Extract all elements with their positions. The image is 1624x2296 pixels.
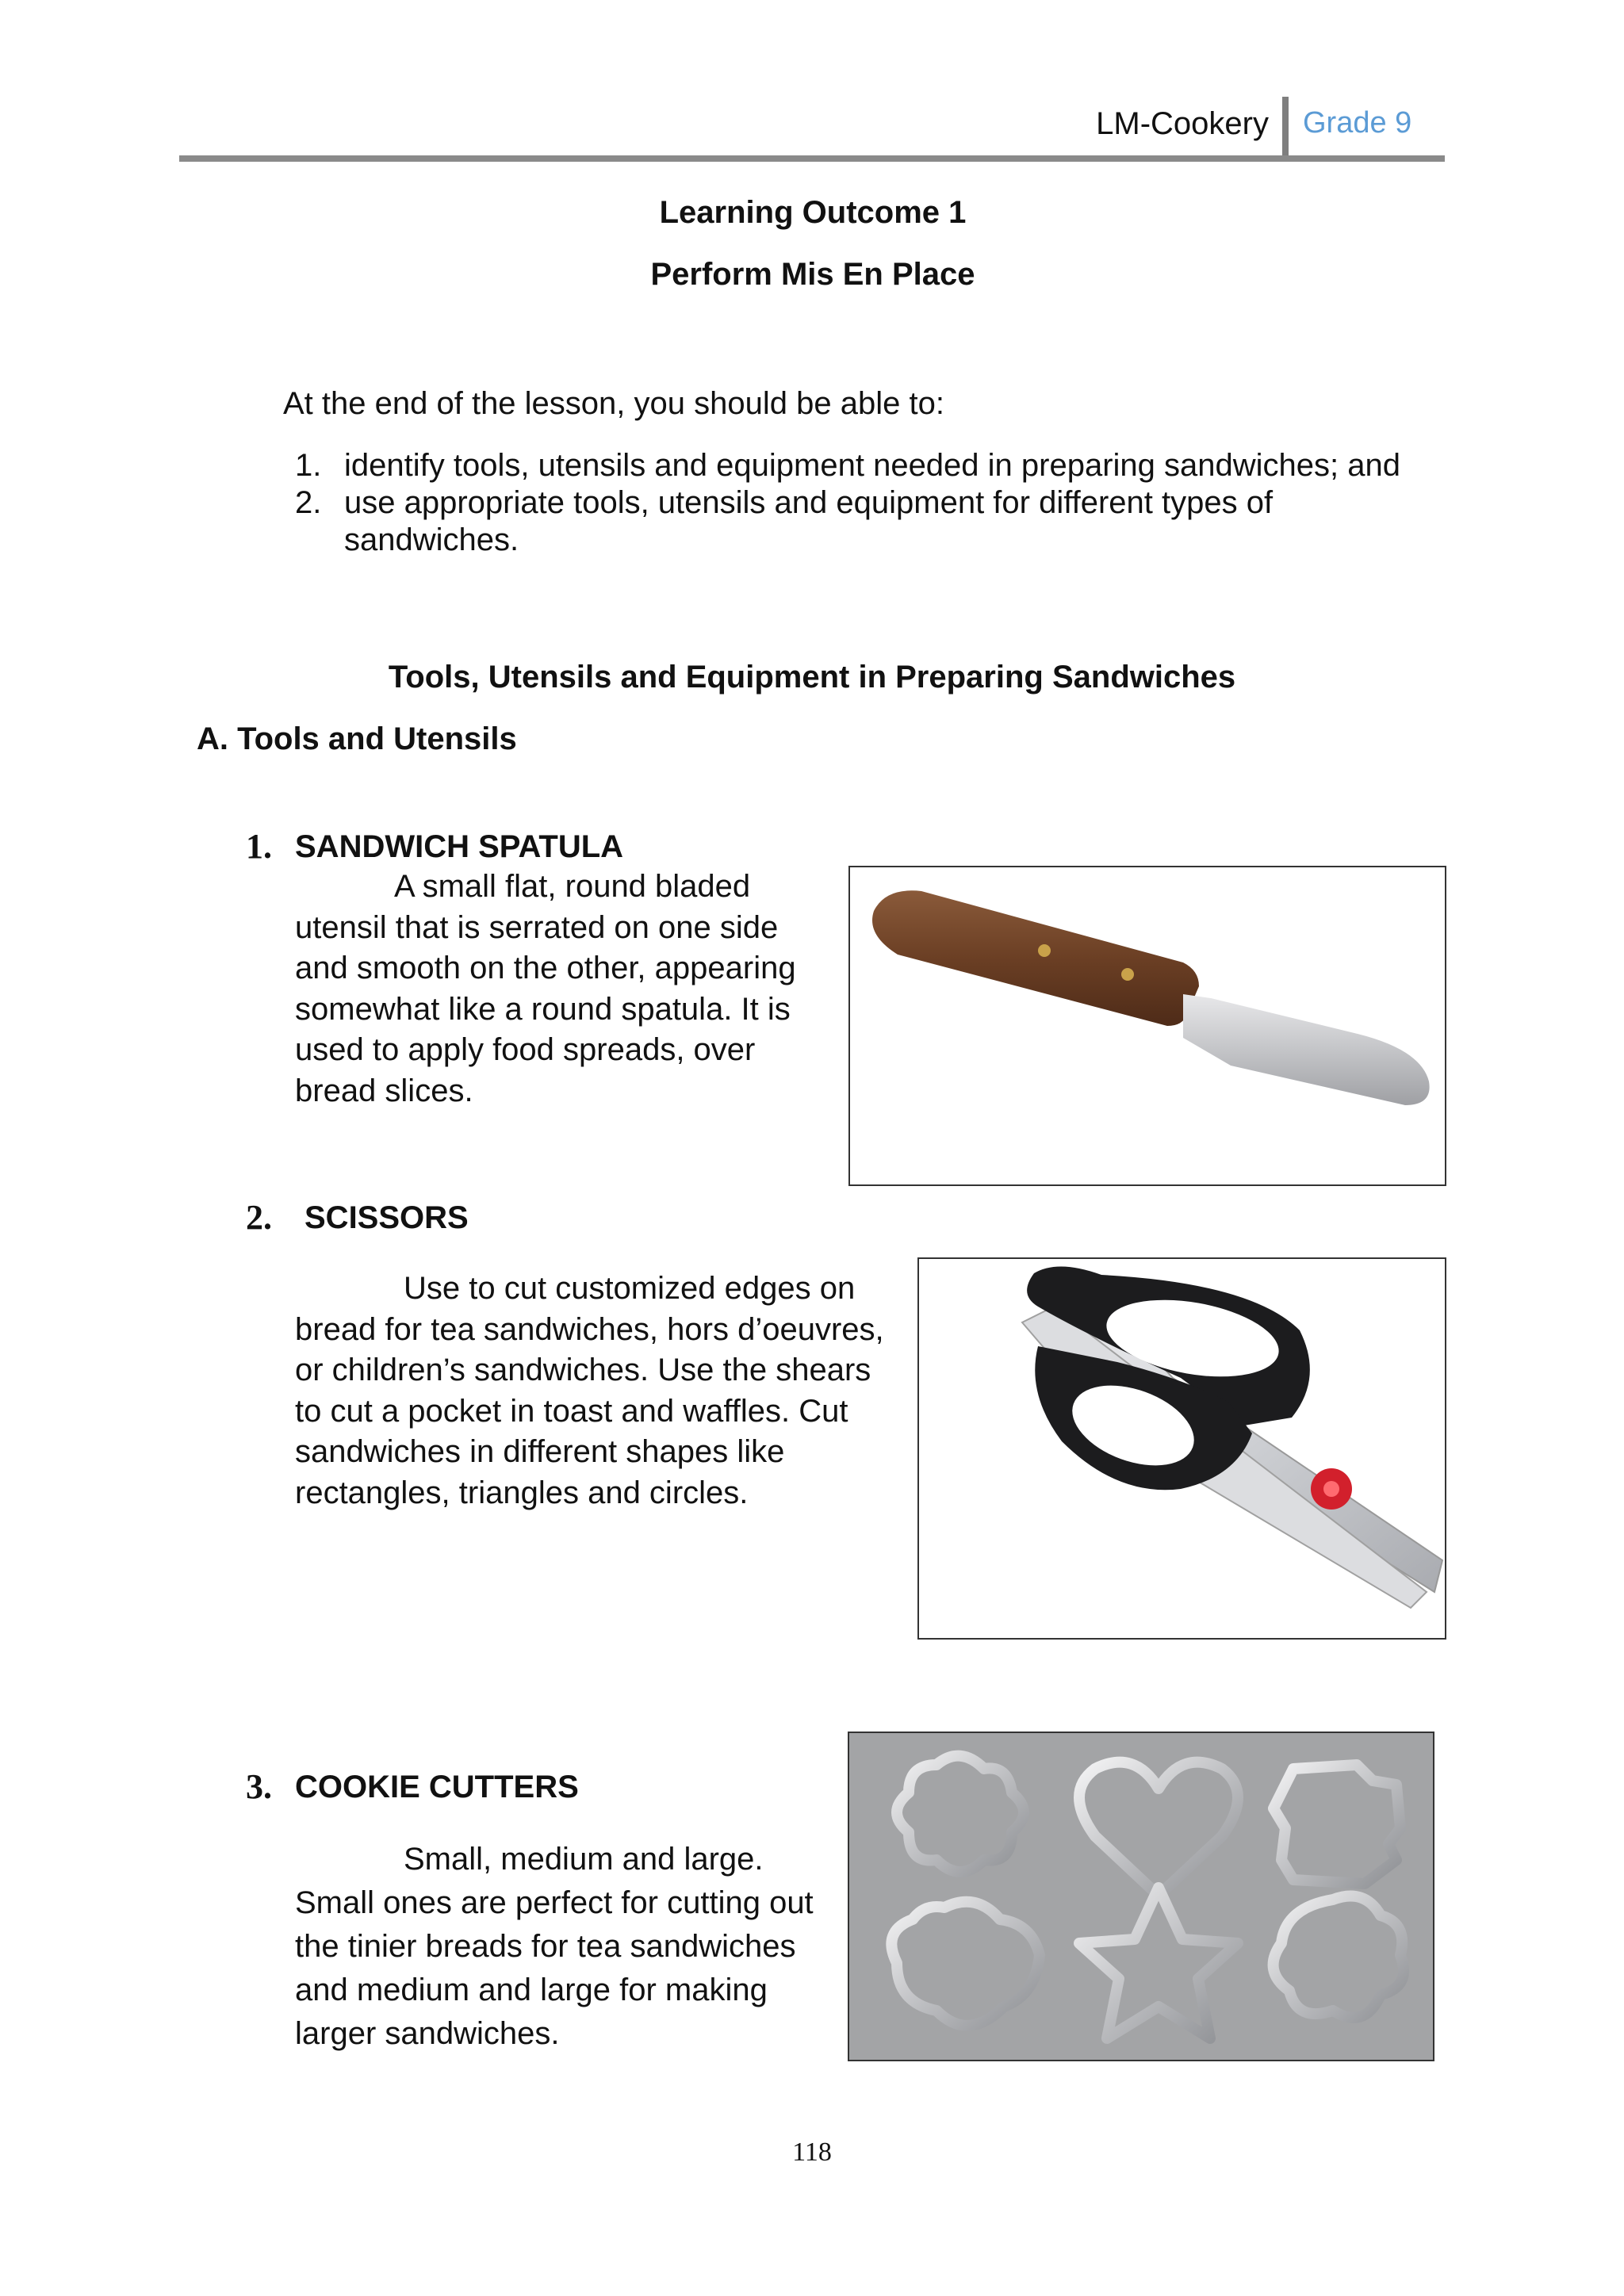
- cookie-cutters-icon: [849, 1733, 1433, 2060]
- header-grade: Grade 9: [1303, 106, 1412, 140]
- item-heading: COOKIE CUTTERS: [295, 1770, 579, 1804]
- section-title: Tools, Utensils and Equipment in Preparing Sandwiches: [388, 660, 1236, 695]
- header-course: LM-Cookery: [1096, 106, 1269, 141]
- objective-number: 1.: [295, 448, 322, 483]
- list-item: [295, 447, 1421, 484]
- item-number: 1.: [246, 827, 272, 866]
- cookie-cutters-image: [848, 1732, 1434, 2061]
- subsection-title: A. Tools and Utensils: [197, 721, 517, 756]
- intro-text: At the end of the lesson, you should be able to:: [283, 386, 944, 421]
- sandwich-spatula-icon: [850, 867, 1445, 1184]
- page-number: 118: [792, 2137, 832, 2167]
- objective-text: use appropriate tools, utensils and equipment for different types of sandwiches.: [344, 485, 1274, 557]
- item-description: Small, medium and large. Small ones are perfect for cutting out the tinier breads for tea sandwiches and medium and large for making larger sandwiches.: [295, 1842, 814, 2051]
- list-item: [295, 484, 1421, 559]
- item-description: A small flat, round bladed utensil that is serrated on one side and smooth on the other, appearing somewhat like a round spatula. It is used to apply food spreads, over bread slices.: [295, 869, 796, 1108]
- item-description: Use to cut customized edges on bread for tea sandwiches, hors d’oeuvres, or children’s sandwiches. Use the shears to cut a pocket in toast and waffles. Cut sandwiches in different shapes like rectangles, triangles and circles.: [295, 1271, 884, 1510]
- header-rule: [179, 155, 1445, 162]
- learning-outcome-title: Learning Outcome 1: [659, 195, 967, 230]
- item-number: 3.: [246, 1767, 272, 1806]
- learning-outcome-subtitle: Perform Mis En Place: [650, 257, 975, 292]
- objectives-list: [295, 447, 1421, 559]
- item-heading: SANDWICH SPATULA: [295, 829, 624, 864]
- objective-text: identify tools, utensils and equipment needed in preparing sandwiches; and: [344, 448, 1400, 483]
- header-separator: [1282, 97, 1289, 160]
- objective-number: 2.: [295, 485, 322, 520]
- sandwich-spatula-image: [848, 866, 1446, 1186]
- scissors-icon: [919, 1259, 1445, 1638]
- item-heading: SCISSORS: [304, 1200, 469, 1235]
- scissors-image: [917, 1257, 1446, 1640]
- item-number: 2.: [246, 1198, 272, 1237]
